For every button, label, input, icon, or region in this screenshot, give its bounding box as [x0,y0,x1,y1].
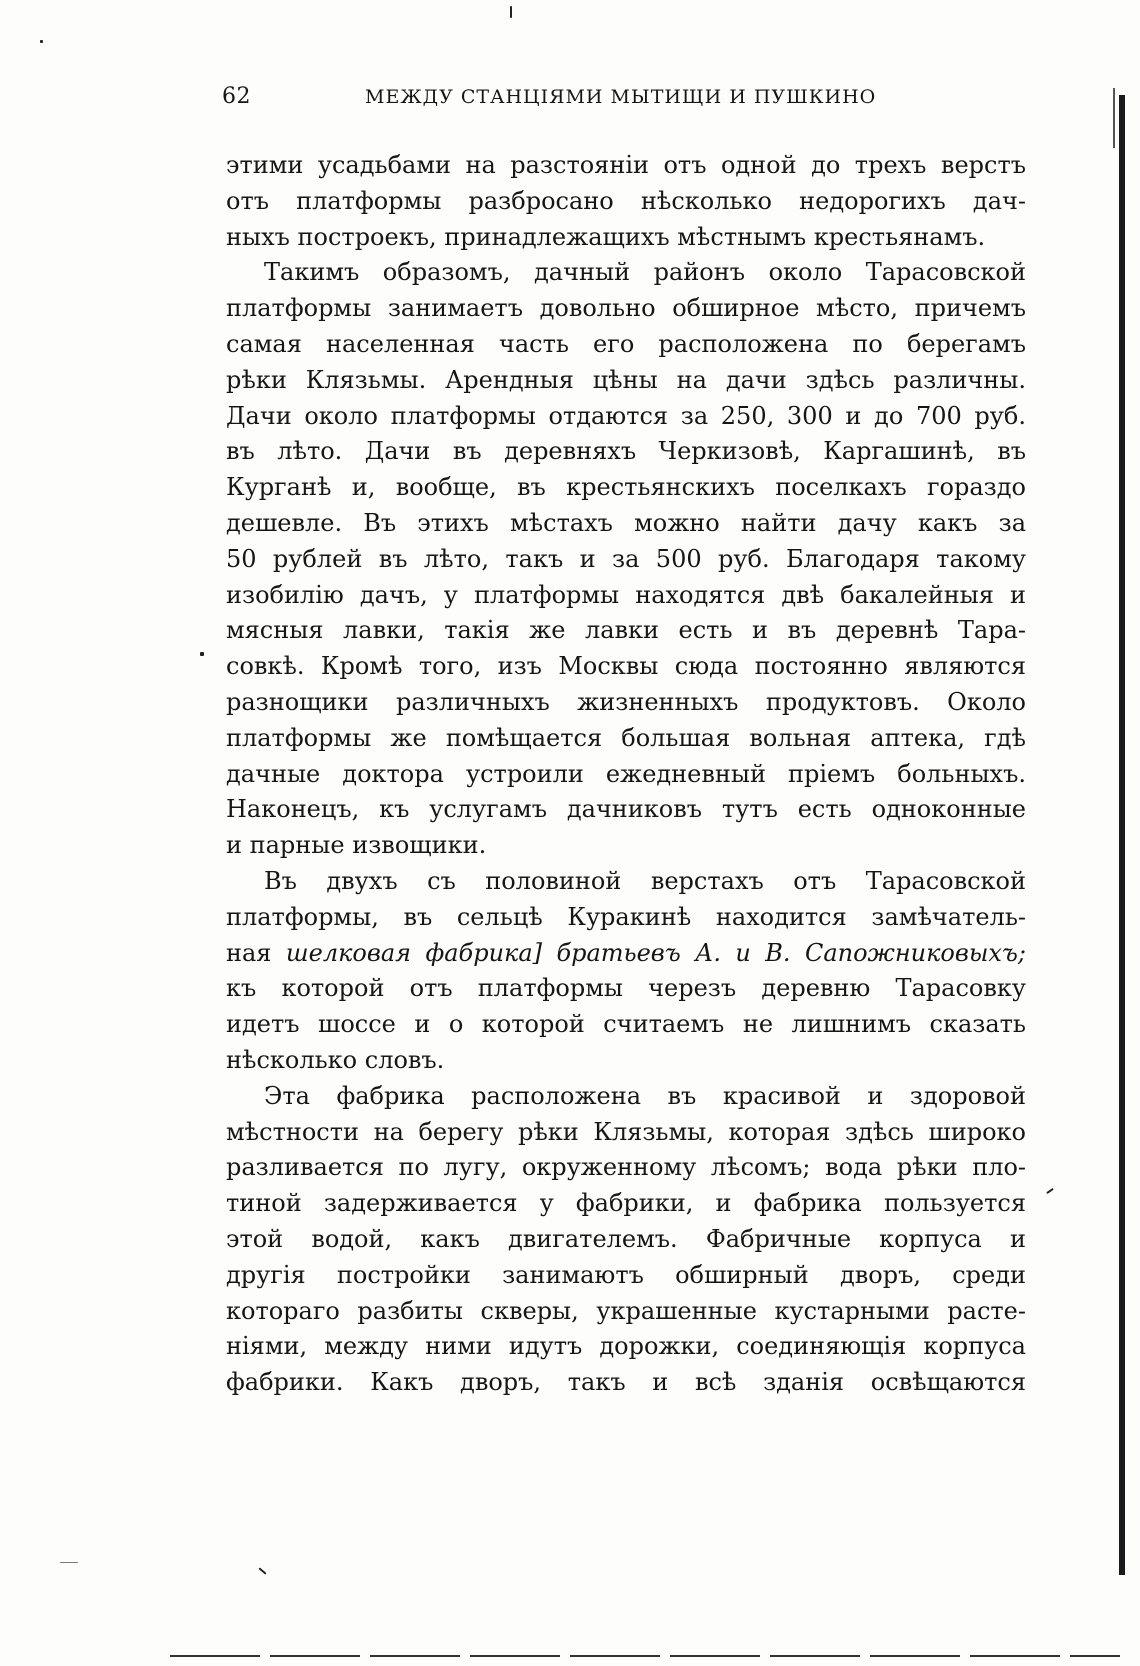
line-text: въ лѣто. Дачи въ деревняхъ Черкизовѣ, Каргашинѣ, въ [226,437,1026,466]
line-text: платформы же помѣщается большая вольная аптека, гдѣ [226,723,1026,752]
text-line [226,721,1026,757]
text-line [226,363,1026,399]
text-line [226,578,1026,614]
text-line [226,757,1026,793]
text-line [226,1079,1026,1115]
line-text: самая населенная часть его расположена по берегамъ [226,329,1026,358]
scan-edge-mark [1113,88,1115,148]
scan-speck [60,1562,78,1563]
scan-edge-bar [1119,95,1125,1575]
line-text: Такимъ образомъ, дачный районъ около Тарасовской [264,258,1026,287]
text-line [226,685,1026,721]
line-text: отъ платформы разбросано нѣсколько недорогихъ дач- [226,186,1026,215]
line-text: дачные доктора устроили ежедневный пріемъ больныхъ. [226,759,1026,788]
text-line [226,936,1026,972]
italic-text: шелковая фабрика] братьевъ А. и В. Сапожниковыхъ; [285,938,1027,967]
line-text: нѣсколько словъ. [226,1045,445,1074]
text-line [226,1222,1026,1258]
text-line [226,792,1026,828]
text-line [226,327,1026,363]
running-head: МЕЖДУ СТАНЦІЯМИ МЫТИЩИ И ПУШКИНО [365,86,877,108]
line-text: и парные извощики. [226,831,487,860]
text-line [226,1007,1026,1043]
line-text: ныхъ построекъ, принадлежащихъ мѣстнымъ крестьянамъ. [226,222,986,251]
line-text: Эта фабрика расположена въ красивой и здоровой [264,1081,1026,1110]
scan-bottom-edge [170,1655,1120,1657]
line-text: Наконецъ, къ услугамъ дачниковъ тутъ есть одноконные [226,795,1026,824]
line-text: рѣки Клязьмы. Арендныя цѣны на дачи здѣсь различны. [226,365,1026,394]
line-text: дешевле. Въ этихъ мѣстахъ можно найти дачу какъ за [226,508,1026,537]
text-line [226,971,1026,1007]
line-text: къ которой отъ платформы черезъ деревню Тарасовку [226,974,1026,1003]
text-line [226,900,1026,936]
text-line [226,470,1026,506]
text-line [226,255,1026,291]
line-text: этими усадьбами на разстояніи отъ одной до трехъ верстъ [226,151,1026,179]
text-line [226,542,1026,578]
text-line [226,649,1026,685]
text-line [226,220,1026,256]
scan-speck [258,1567,266,1574]
text-line [226,828,1026,864]
line-text: котораго разбиты скверы, украшенные кустарными расте- [226,1296,1026,1325]
line-text: 50 рублей въ лѣто, такъ и за 500 руб. Благодаря такому [226,544,1026,573]
text-line [226,613,1026,649]
text-line [226,864,1026,900]
text-line [226,1150,1026,1186]
line-text: мѣстности на берегу рѣки Клязьмы, которая здѣсь широко [226,1117,1026,1146]
text-line [226,434,1026,470]
text-line [226,506,1026,542]
line-text: ніями, между ними идутъ дорожки, соединяющія корпуса [226,1332,1026,1361]
scan-speck [200,652,204,656]
text-line [226,1294,1026,1330]
text-line [226,148,1026,184]
line-text: мясныя лавки, такія же лавки есть и въ деревнѣ Тара- [226,616,1026,645]
text-line [226,1186,1026,1222]
line-text: платформы, въ сельцѣ Куракинѣ находится замѣчатель- [226,902,1026,931]
text-line [226,1043,1026,1079]
text-line [226,399,1026,435]
scan-speck [40,40,43,43]
line-text: изобилію дачъ, у платформы находятся двѣ бакалейныя и [226,580,1026,609]
line-text: разнощики различныхъ жизненныхъ продуктовъ. Около [226,687,1026,716]
line-text: Въ двухъ съ половиной верстахъ отъ Тарасовской [264,866,1026,895]
line-text: Курганѣ и, вообще, въ крестьянскихъ поселкахъ гораздо [226,473,1026,502]
line-text: ная [226,938,286,967]
line-text: фабрики. Какъ дворъ, такъ и всѣ зданія освѣщаются [226,1368,1026,1397]
text-line [226,291,1026,327]
body-text [226,148,1026,1401]
scan-speck [510,6,512,18]
line-text: разливается по лугу, окруженному лѣсомъ; вода рѣки пло- [226,1153,1026,1182]
line-text: идетъ шоссе и о которой считаемъ не лишнимъ сказать [226,1010,1026,1039]
scan-speck [1046,1188,1054,1194]
line-text: платформы занимаетъ довольно обширное мѣсто, причемъ [226,294,1026,323]
line-text: этой водой, какъ двигателемъ. Фабричные корпуса и [226,1224,1026,1253]
text-line [226,1365,1026,1401]
line-text: другія постройки занимаютъ обширный дворъ, среди [226,1260,1026,1289]
page-number: 62 [222,84,251,109]
text-line [226,1258,1026,1294]
text-line [226,1329,1026,1365]
line-text: тиной задерживается у фабрики, и фабрика пользуется [226,1189,1026,1218]
line-text: Дачи около платформы отдаются за 250, 300 и до 700 руб. [226,401,1026,430]
text-line [226,1115,1026,1151]
text-line [226,184,1026,220]
page-header [222,84,1034,114]
line-text: совкѣ. Кромѣ того, изъ Москвы сюда постоянно являются [226,652,1026,681]
